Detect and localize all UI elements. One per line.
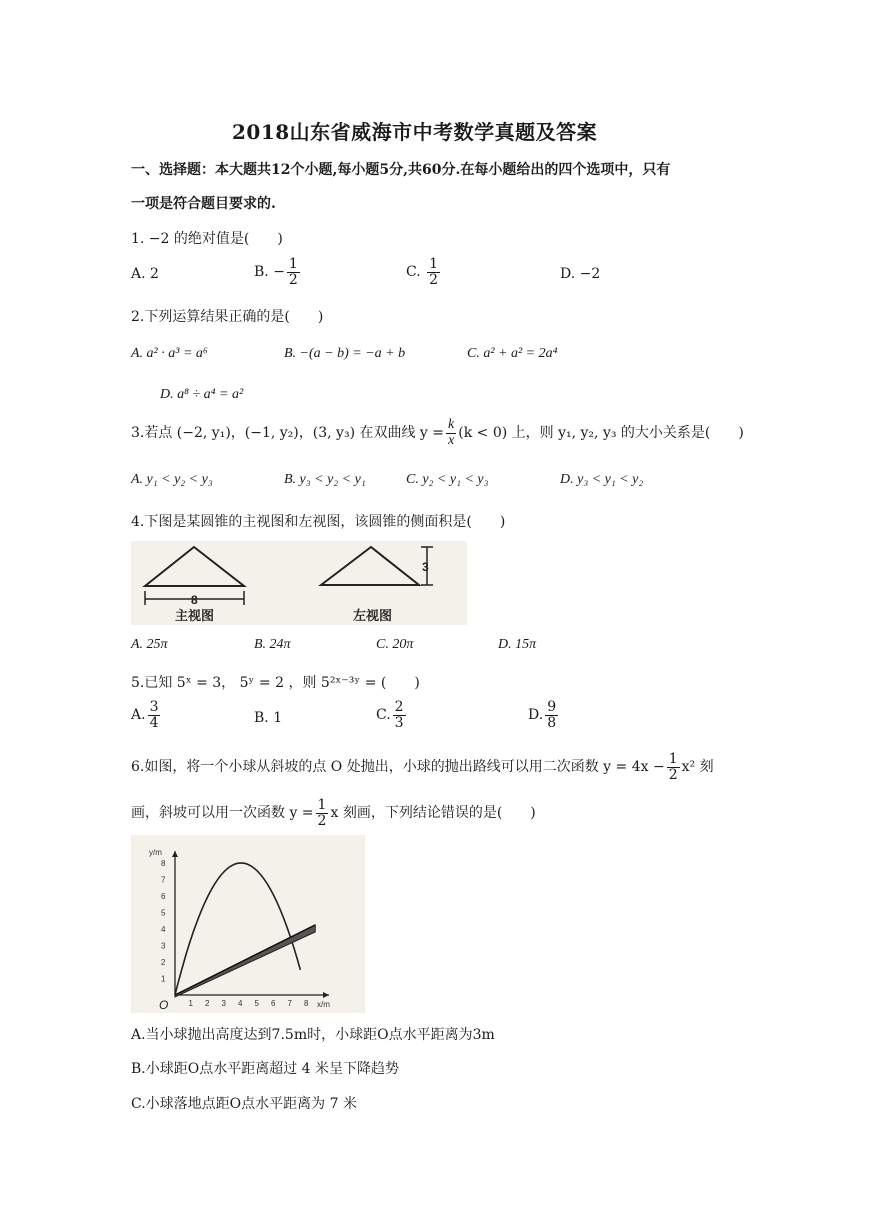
q2-option-a: A. a² · a³ = a⁶ — [131, 346, 208, 361]
x-tick-label: 7 — [287, 999, 292, 1008]
section-heading-line2: 一项是符合题目要求的. — [131, 196, 276, 212]
x-tick-label: 6 — [271, 999, 276, 1008]
q1-option-c — [406, 257, 442, 287]
q5-a-prefix: A. — [131, 707, 146, 724]
q3-stem — [131, 418, 744, 448]
q3-stem-pre: 3.若点 (−2, y₁)，(−1, y₂)，(3, y₃) 在双曲线 y = — [131, 425, 445, 442]
q1-stem: 1. −2 的绝对值是( ) — [131, 231, 283, 247]
q1-option-a: A. 2 — [131, 266, 159, 282]
q3-stem-post: (k < 0) 上，则 y₁, y₂, y₃ 的大小关系是( ) — [458, 425, 744, 442]
q6-line1-den: 2 — [668, 766, 678, 783]
main-view-triangle — [145, 547, 244, 586]
q4-option-b: B. 24π — [254, 637, 291, 652]
x-tick-label: 3 — [221, 999, 226, 1008]
q4-option-c: C. 20π — [376, 637, 414, 652]
q5-d-den: 8 — [547, 714, 557, 731]
y-axis-arrow — [172, 851, 178, 857]
page-title: 2018山东省威海市中考数学真题及答案 — [232, 120, 598, 144]
q4-option-d: D. 15π — [498, 637, 537, 652]
q5-d-prefix: D. — [528, 707, 544, 724]
left-view-dim-label: 3 — [422, 560, 429, 574]
main-view-label: 主视图 — [175, 608, 215, 623]
q6-chart — [131, 835, 365, 1013]
y-tick-label: 6 — [161, 892, 166, 901]
q5-option-d — [528, 700, 560, 730]
q6-line2-pre: 画，斜坡可以用一次函数 y = — [131, 805, 314, 822]
q4-option-a: A. 25π — [131, 637, 168, 652]
q1-option-b — [254, 257, 302, 287]
q3-option-d: D. y₃ < y₁ < y₂ — [560, 472, 644, 487]
left-view-label: 左视图 — [353, 608, 393, 623]
q6-option-b: B.小球距O点水平距离超过 4 米呈下降趋势 — [131, 1061, 400, 1077]
left-view-triangle — [321, 547, 419, 585]
y-tick-label: 4 — [161, 925, 166, 934]
section-heading-line1: 一、选择题：本大题共12个小题,每小题5分,共60分.在每小题给出的四个选项中，只有 — [131, 162, 671, 178]
parabola-series — [175, 863, 300, 995]
y-tick-label: 3 — [161, 941, 166, 951]
q2-option-c: C. a² + a² = 2a⁴ — [467, 346, 558, 361]
y-tick-label: 8 — [161, 859, 166, 868]
q4-figure-svg — [131, 541, 467, 625]
q5-c-prefix: C. — [376, 707, 391, 724]
q1-frac-num: 1 — [288, 256, 298, 272]
q6-line2-post: x 刻画，下列结论错误的是( ) — [330, 805, 536, 822]
x-tick-label: 4 — [238, 999, 243, 1008]
q5-stem: 5.已知 5ˣ = 3， 5ʸ = 2 ，则 5²ˣ⁻³ʸ = ( ) — [131, 675, 420, 691]
y-tick-label: 5 — [161, 908, 166, 918]
y-tick-label: 2 — [161, 958, 166, 967]
q5-option-c — [376, 700, 408, 730]
q1-option-c-prefix: C. — [406, 264, 426, 281]
q3-frac-num: k — [448, 417, 455, 432]
x-tick-label: 1 — [188, 999, 193, 1008]
q3-option-c: C. y₂ < y₁ < y₃ — [406, 472, 489, 487]
x-tick-label: 2 — [205, 999, 210, 1008]
q3-option-b: B. y₃ < y₂ < y₁ — [284, 472, 366, 487]
q3-option-a: A. y₁ < y₂ < y₃ — [131, 472, 213, 487]
x-axis-arrow — [323, 992, 329, 998]
q6-line2 — [131, 798, 536, 828]
q5-option-b: B. 1 — [254, 710, 283, 726]
q1c-frac-den: 2 — [429, 271, 439, 288]
q1-option-b-prefix: B. − — [254, 264, 285, 281]
q5-c-den: 3 — [394, 714, 404, 731]
q1c-frac-num: 1 — [429, 256, 439, 272]
q6-chart-svg — [131, 835, 365, 1013]
q6-option-c: C.小球落地点距O点水平距离为 7 米 — [131, 1096, 357, 1112]
q4-stem: 4.下图是某圆锥的主视图和左视图，该圆锥的侧面积是( ) — [131, 514, 506, 530]
q1-option-d: D. −2 — [560, 266, 601, 282]
y-axis-label: y/m — [149, 848, 162, 857]
q6-line1-post: x² 刻 — [681, 759, 714, 776]
q6-line1 — [131, 752, 714, 782]
main-view-dim-label: 8 — [191, 593, 198, 607]
q2-option-d: D. a⁸ ÷ a⁴ = a² — [160, 387, 244, 402]
origin-label: O — [159, 998, 169, 1012]
q6-option-a: A.当小球抛出高度达到7.5m时，小球距O点水平距离为3m — [131, 1027, 495, 1043]
q6-line1-pre: 6.如图，将一个小球从斜坡的点 O 处抛出，小球的抛出路线可以用二次函数 y = 4x − — [131, 759, 665, 776]
q5-a-num: 3 — [149, 699, 159, 715]
q2-option-b: B. −(a − b) = −a + b — [284, 346, 406, 361]
x-tick-label: 5 — [254, 999, 259, 1008]
q5-c-num: 2 — [394, 699, 404, 715]
q6-line1-num: 1 — [668, 751, 678, 767]
q4-figure — [131, 541, 467, 625]
slope-series — [175, 925, 315, 995]
q1-frac-den: 2 — [288, 271, 298, 288]
x-tick-label: 8 — [304, 999, 309, 1008]
q5-option-a — [131, 700, 162, 730]
q2-stem: 2.下列运算结果正确的是( ) — [131, 309, 324, 325]
q3-frac-den: x — [448, 432, 455, 448]
q6-line2-num: 1 — [317, 797, 327, 813]
q5-a-den: 4 — [149, 714, 159, 731]
q6-line2-den: 2 — [317, 812, 327, 829]
q5-d-num: 9 — [547, 699, 557, 715]
x-axis-label: x/m — [317, 1000, 330, 1009]
y-tick-label: 1 — [161, 974, 166, 984]
y-tick-label: 7 — [161, 875, 166, 885]
